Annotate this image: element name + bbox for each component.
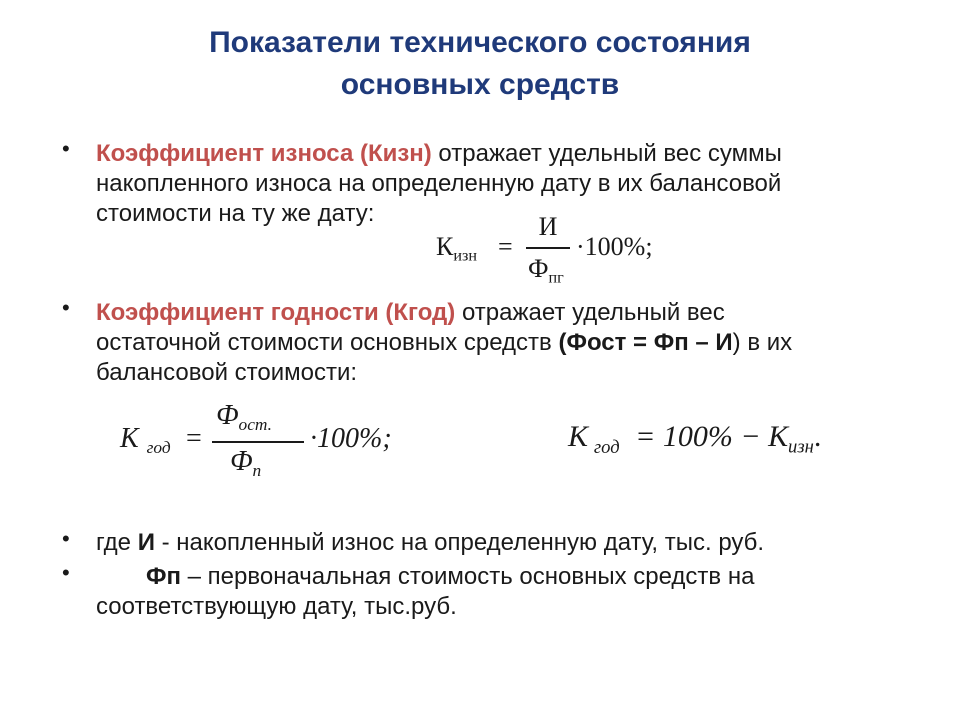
f1-denominator: $Ф_{пг}$: [528, 254, 564, 287]
bullet-marker-3: •: [62, 526, 70, 551]
title-line-1: Показатели технического состояния: [209, 26, 751, 59]
term-fitness-coefficient: Коэффициент годности (Кгод): [96, 299, 456, 326]
f1-eq: =: [498, 232, 513, 261]
bullet-2-text-2a: остаточной стоимости основных средств: [96, 329, 559, 356]
f2-fraction-bar: [212, 441, 304, 443]
bullet-marker-4: •: [62, 560, 70, 585]
bullet-2-text-2b: ) в их: [732, 329, 793, 356]
bullet-4-text-1: – первоначальная стоимость основных средств на: [180, 563, 755, 590]
bullet-marker-2: •: [62, 295, 70, 320]
f2-lhs: К $_{год}$: [120, 423, 171, 458]
f1-numerator: И: [538, 212, 558, 241]
f1-fraction-bar: [526, 247, 570, 249]
title-line-2: основных средств: [340, 68, 620, 101]
bullet-initial-cost: [96, 562, 916, 622]
bullet-where-wear: [96, 528, 916, 558]
formula-fitness: [120, 398, 410, 488]
term-wear-coefficient: Коэффициент износа (Кизн): [96, 140, 432, 167]
f1-lhs: $К_{изн}$: [436, 232, 477, 265]
slide-title: [0, 22, 960, 106]
f2-numerator: $Ф_{ост.}$: [216, 400, 273, 435]
formula-fitness-alt: [568, 420, 888, 470]
symbol-wear: И: [137, 529, 155, 556]
bullet-fitness-coefficient: [96, 298, 916, 388]
bullet-3-prefix: где: [96, 529, 138, 556]
f3-lhs: К $_{год}$: [568, 420, 620, 458]
symbol-initial-cost: Фп: [146, 563, 181, 590]
bullet-1-text-1: отражает удельный вес суммы: [431, 140, 782, 167]
bullet-2-text-3: балансовой стоимости:: [96, 359, 358, 386]
f2-eq: =: [186, 423, 202, 454]
bullet-marker-1: •: [62, 136, 70, 161]
f3-rhs: = $100\% - К_{изн}$.: [635, 420, 822, 458]
f1-tail: ·100%;: [576, 232, 653, 261]
bullet-1-text-2: накопленного износа на определенную дату в их балансовой: [96, 170, 782, 197]
bullet-4-text-2: соответствующую дату, тыс.руб.: [96, 593, 457, 620]
bullet-1-text-3: стоимости на ту же дату:: [96, 200, 375, 227]
inline-formula-residual: (Фост = Фп – И: [558, 329, 733, 356]
formula-wear: [436, 210, 676, 290]
f2-tail: ·100%;: [310, 423, 392, 454]
f2-denominator: $Ф_п$: [230, 446, 262, 481]
bullet-3-text: - накопленный износ на определенную дату, тыс. руб.: [154, 529, 765, 556]
bullet-2-text-1: отражает удельный вес: [455, 299, 725, 326]
